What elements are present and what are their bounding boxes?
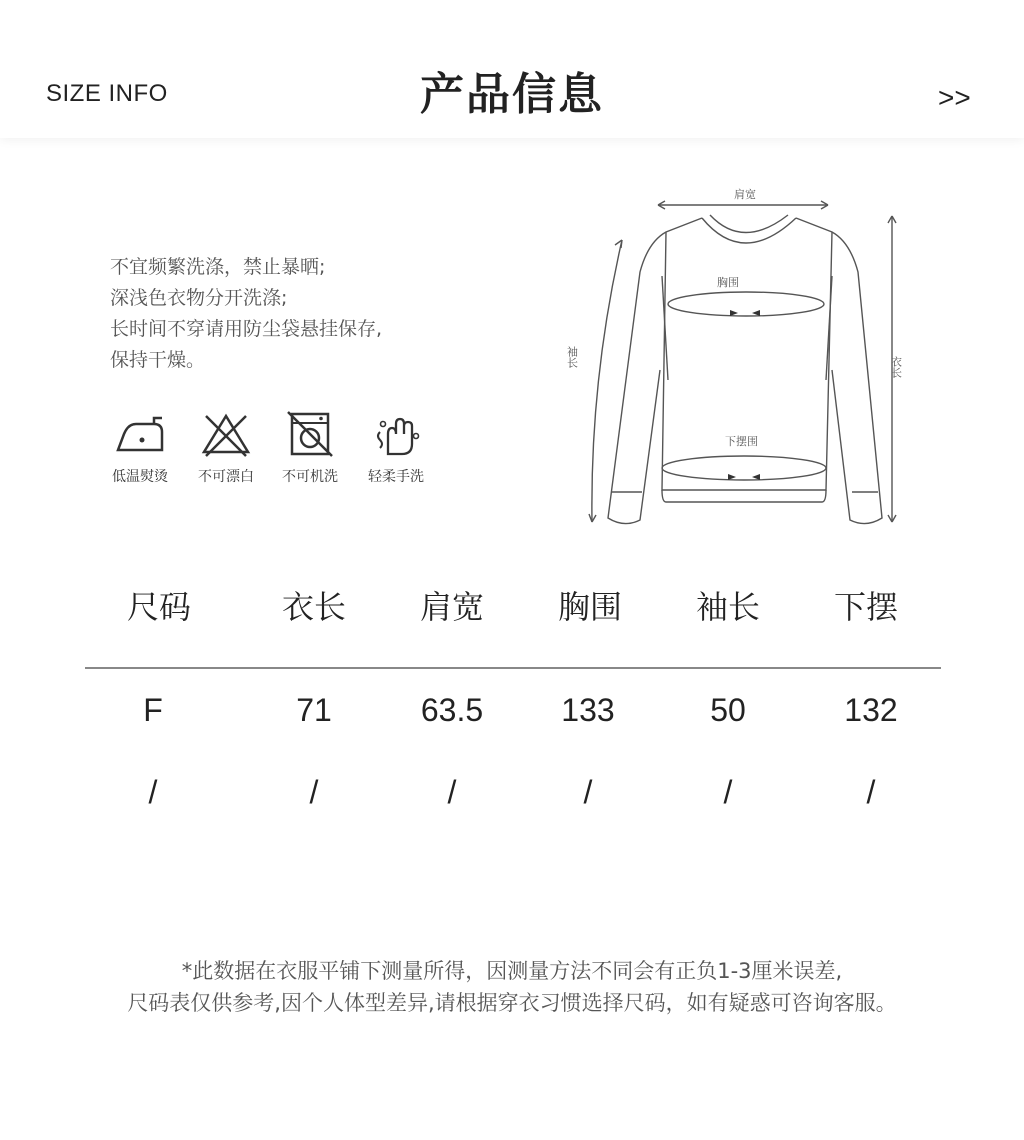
low-temperature-iron-icon [110,410,170,458]
table-cell: 50 [710,692,746,728]
care-item-machine [270,410,350,486]
table-cell: / [866,774,876,810]
table-header-row [85,580,941,640]
no-machine-wash-icon [280,410,340,458]
chest-label: 胸围 [717,276,739,289]
shoulder-label: 肩宽 [734,188,756,201]
care-note-line: 深浅色衣物分开洗涤; [110,287,288,309]
header-cell: 肩宽 [419,588,485,626]
header-cell: 尺码 [126,588,192,626]
care-item-handwash [356,410,436,486]
table-cell: / [723,774,733,810]
header-cell: 袖长 [695,588,761,626]
next-arrow-button[interactable]: >> [938,82,971,113]
table-cell: / [309,774,319,810]
footnote-line: *此数据在衣服平铺下测量所得，因测量方法不同会有正负1-3厘米误差, [181,959,843,983]
table-cell: F [143,692,163,728]
header-bar [0,0,1024,138]
care-note-line: 长时间不穿请用防尘袋悬挂保存, [110,318,383,340]
table-cell: / [583,774,593,810]
hand-wash-icon [366,410,426,458]
no-bleach-icon [196,410,256,458]
page-title: 产品信息 [420,69,604,120]
header-cell: 胸围 [557,588,623,626]
measurement-footnote [0,955,1024,1019]
table-row [85,692,941,742]
care-label: 不可漂白 [198,469,254,485]
sleeve-label: 袖长 [565,346,579,368]
header-cell: 下摆 [833,588,899,626]
length-label: 衣长 [889,356,903,378]
care-label: 不可机洗 [282,469,338,485]
size-info-label: SIZE INFO [46,80,168,107]
table-divider [85,667,941,669]
header-cell: 衣长 [281,588,347,626]
care-label: 低温熨烫 [112,469,168,485]
table-cell: 71 [296,692,332,728]
care-item-bleach [186,410,266,486]
care-item-iron [100,410,180,486]
footnote-line: 尺码表仅供参考,因个人体型差异,请根据穿衣习惯选择尺码，如有疑惑可咨询客服。 [127,991,897,1015]
size-table [85,580,941,640]
care-note-line: 保持干燥。 [110,349,206,371]
table-cell: 132 [844,692,898,728]
table-cell: 133 [561,692,615,728]
table-cell: / [148,774,158,810]
care-notes [110,252,382,376]
table-cell: / [447,774,457,810]
hem-label: 下摆围 [725,435,758,448]
care-note-line: 不宜频繁洗涤，禁止暴晒; [110,256,326,278]
table-row [85,774,941,824]
care-label: 轻柔手洗 [368,469,424,485]
garment-diagram [565,180,920,540]
table-cell: 63.5 [420,692,484,728]
